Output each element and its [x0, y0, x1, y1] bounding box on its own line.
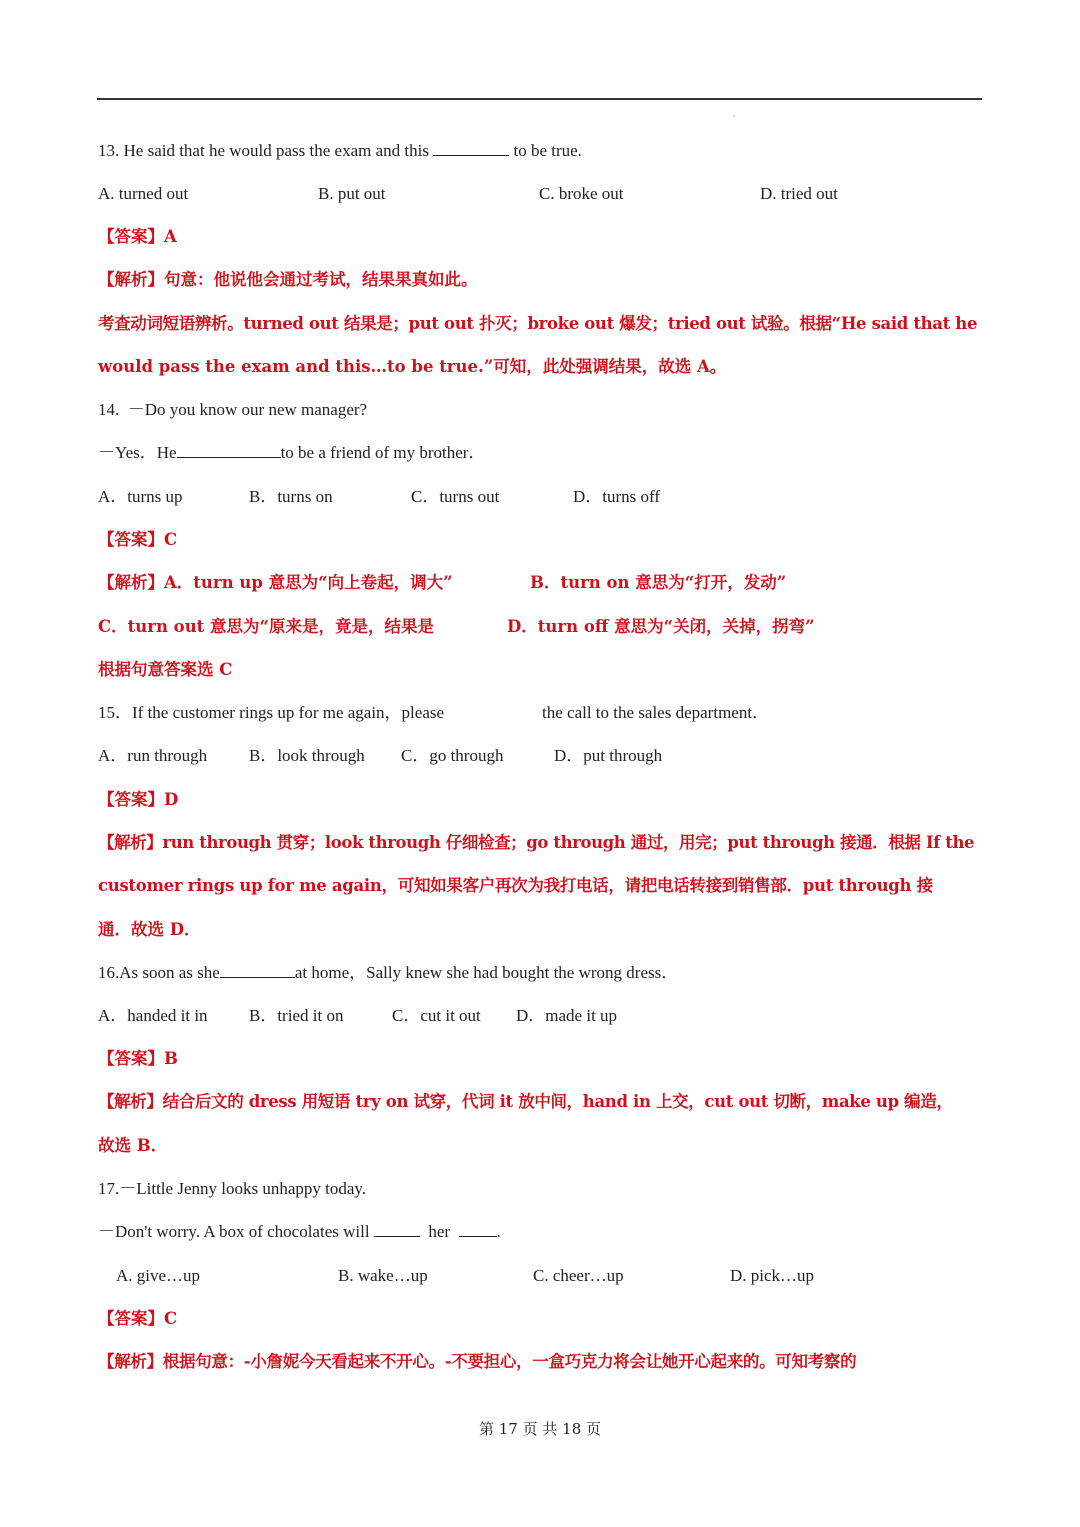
total-pages: 18 — [562, 1420, 582, 1438]
q16-option-d: D．made it up — [516, 1006, 618, 1025]
q13-analysis-2: 考查动词短语辨析。turned out 结果是；put out 扑灭；broke out 爆发；tried out 试验。根据“He said that he — [98, 314, 978, 333]
q15-option-c: C．go through — [401, 746, 504, 765]
q16-option-a: A．handed it in — [98, 1006, 208, 1025]
q15-stem-b: the call to the sales department． — [542, 703, 770, 722]
q15-analysis-2: customer rings up for me again，可知如果客户再次为我打电话，请把电话转接到销售部．put through 接 — [98, 876, 933, 895]
q17-answer: 【答案】C — [98, 1309, 178, 1328]
q17-stem-1: 17.－Little Jenny looks unhappy today. — [98, 1179, 367, 1198]
q13-option-d: D. tried out — [760, 184, 838, 203]
q15-option-a: A．run through — [98, 746, 208, 765]
q13-stem: 13. He said that he would pass the exam and this to be true. — [98, 141, 582, 160]
q13-option-b: B. put out — [318, 184, 386, 203]
q15-answer: 【答案】D — [98, 790, 179, 809]
q14-analysis-1a: 【解析】A．turn up 意思为“向上卷起，调大” — [98, 573, 453, 592]
current-page: 17 — [498, 1420, 518, 1438]
q17-option-c: C. cheer…up — [533, 1266, 624, 1285]
q17-option-d: D. pick…up — [730, 1266, 815, 1285]
q14-option-b: B．turns on — [249, 487, 333, 506]
q13-analysis-3: would pass the exam and this…to be true.”可知，此处强调结果，故选 A。 — [98, 357, 727, 376]
q17-stem-2: －Don't worry. A box of chocolates will her . — [98, 1222, 501, 1241]
q15-analysis-1: 【解析】run through 贯穿；look through 仔细检查；go through 通过，用完；put through 接通．根据 If the — [98, 833, 975, 852]
footer-mid: 页 共 — [522, 1420, 558, 1438]
q14-option-d: D．turns off — [573, 487, 661, 506]
header-rule — [97, 98, 982, 100]
q14-analysis-1b: B．turn on 意思为“打开，发动” — [530, 573, 787, 592]
page-footer — [0, 1418, 1080, 1439]
footer-prefix: 第 — [478, 1420, 494, 1438]
q16-option-c: C．cut it out — [392, 1006, 481, 1025]
q13-option-a: A. turned out — [98, 184, 189, 203]
q16-analysis-2: 故选 B． — [98, 1136, 168, 1155]
q15-option-b: B．look through — [249, 746, 365, 765]
q15-analysis-3: 通．故选 D． — [98, 920, 201, 939]
q14-stem-1: 14. －Do you know our new manager? — [98, 400, 368, 419]
q14-stem-2: －Yes．He to be a friend of my brother． — [98, 443, 486, 462]
q13-answer: 【答案】A — [98, 227, 177, 246]
q16-answer: 【答案】B — [98, 1049, 178, 1068]
q14-analysis-3: 根据句意答案选 C — [98, 660, 233, 679]
q13-option-c: C. broke out — [539, 184, 624, 203]
q14-option-a: A．turns up — [98, 487, 183, 506]
q15-option-d: D．put through — [554, 746, 663, 765]
q13-analysis-1: 【解析】句意：他说他会通过考试，结果果真如此。 — [98, 270, 478, 289]
q17-analysis-1: 【解析】根据句意：-小詹妮今天看起来不开心。-不要担心，一盒巧克力将会让她开心起来的。可知考察的 — [98, 1352, 857, 1371]
q17-option-a: A. give…up — [116, 1266, 201, 1285]
q14-analysis-2a: C．turn out 意思为“原来是，竟是，结果是 — [98, 617, 435, 636]
q16-option-b: B．tried it on — [249, 1006, 344, 1025]
q15-stem-a: 15．If the customer rings up for me again，please — [98, 703, 445, 722]
q14-option-c: C．turns out — [411, 487, 500, 506]
q14-analysis-2b: D．turn off 意思为“关闭，关掉，拐弯” — [507, 617, 815, 636]
q14-answer: 【答案】C — [98, 530, 178, 549]
q16-analysis-1: 【解析】结合后文的 dress 用短语 try on 试穿，代词 it 放中间，hand in 上交，cut out 切断，make up 编造， — [98, 1092, 953, 1111]
q17-option-b: B. wake…up — [338, 1266, 428, 1285]
scan-mark: ' — [733, 114, 736, 123]
footer-suffix: 页 — [586, 1420, 602, 1438]
q16-stem: 16.As soon as she at home，Sally knew she had bought the wrong dress． — [98, 963, 679, 982]
